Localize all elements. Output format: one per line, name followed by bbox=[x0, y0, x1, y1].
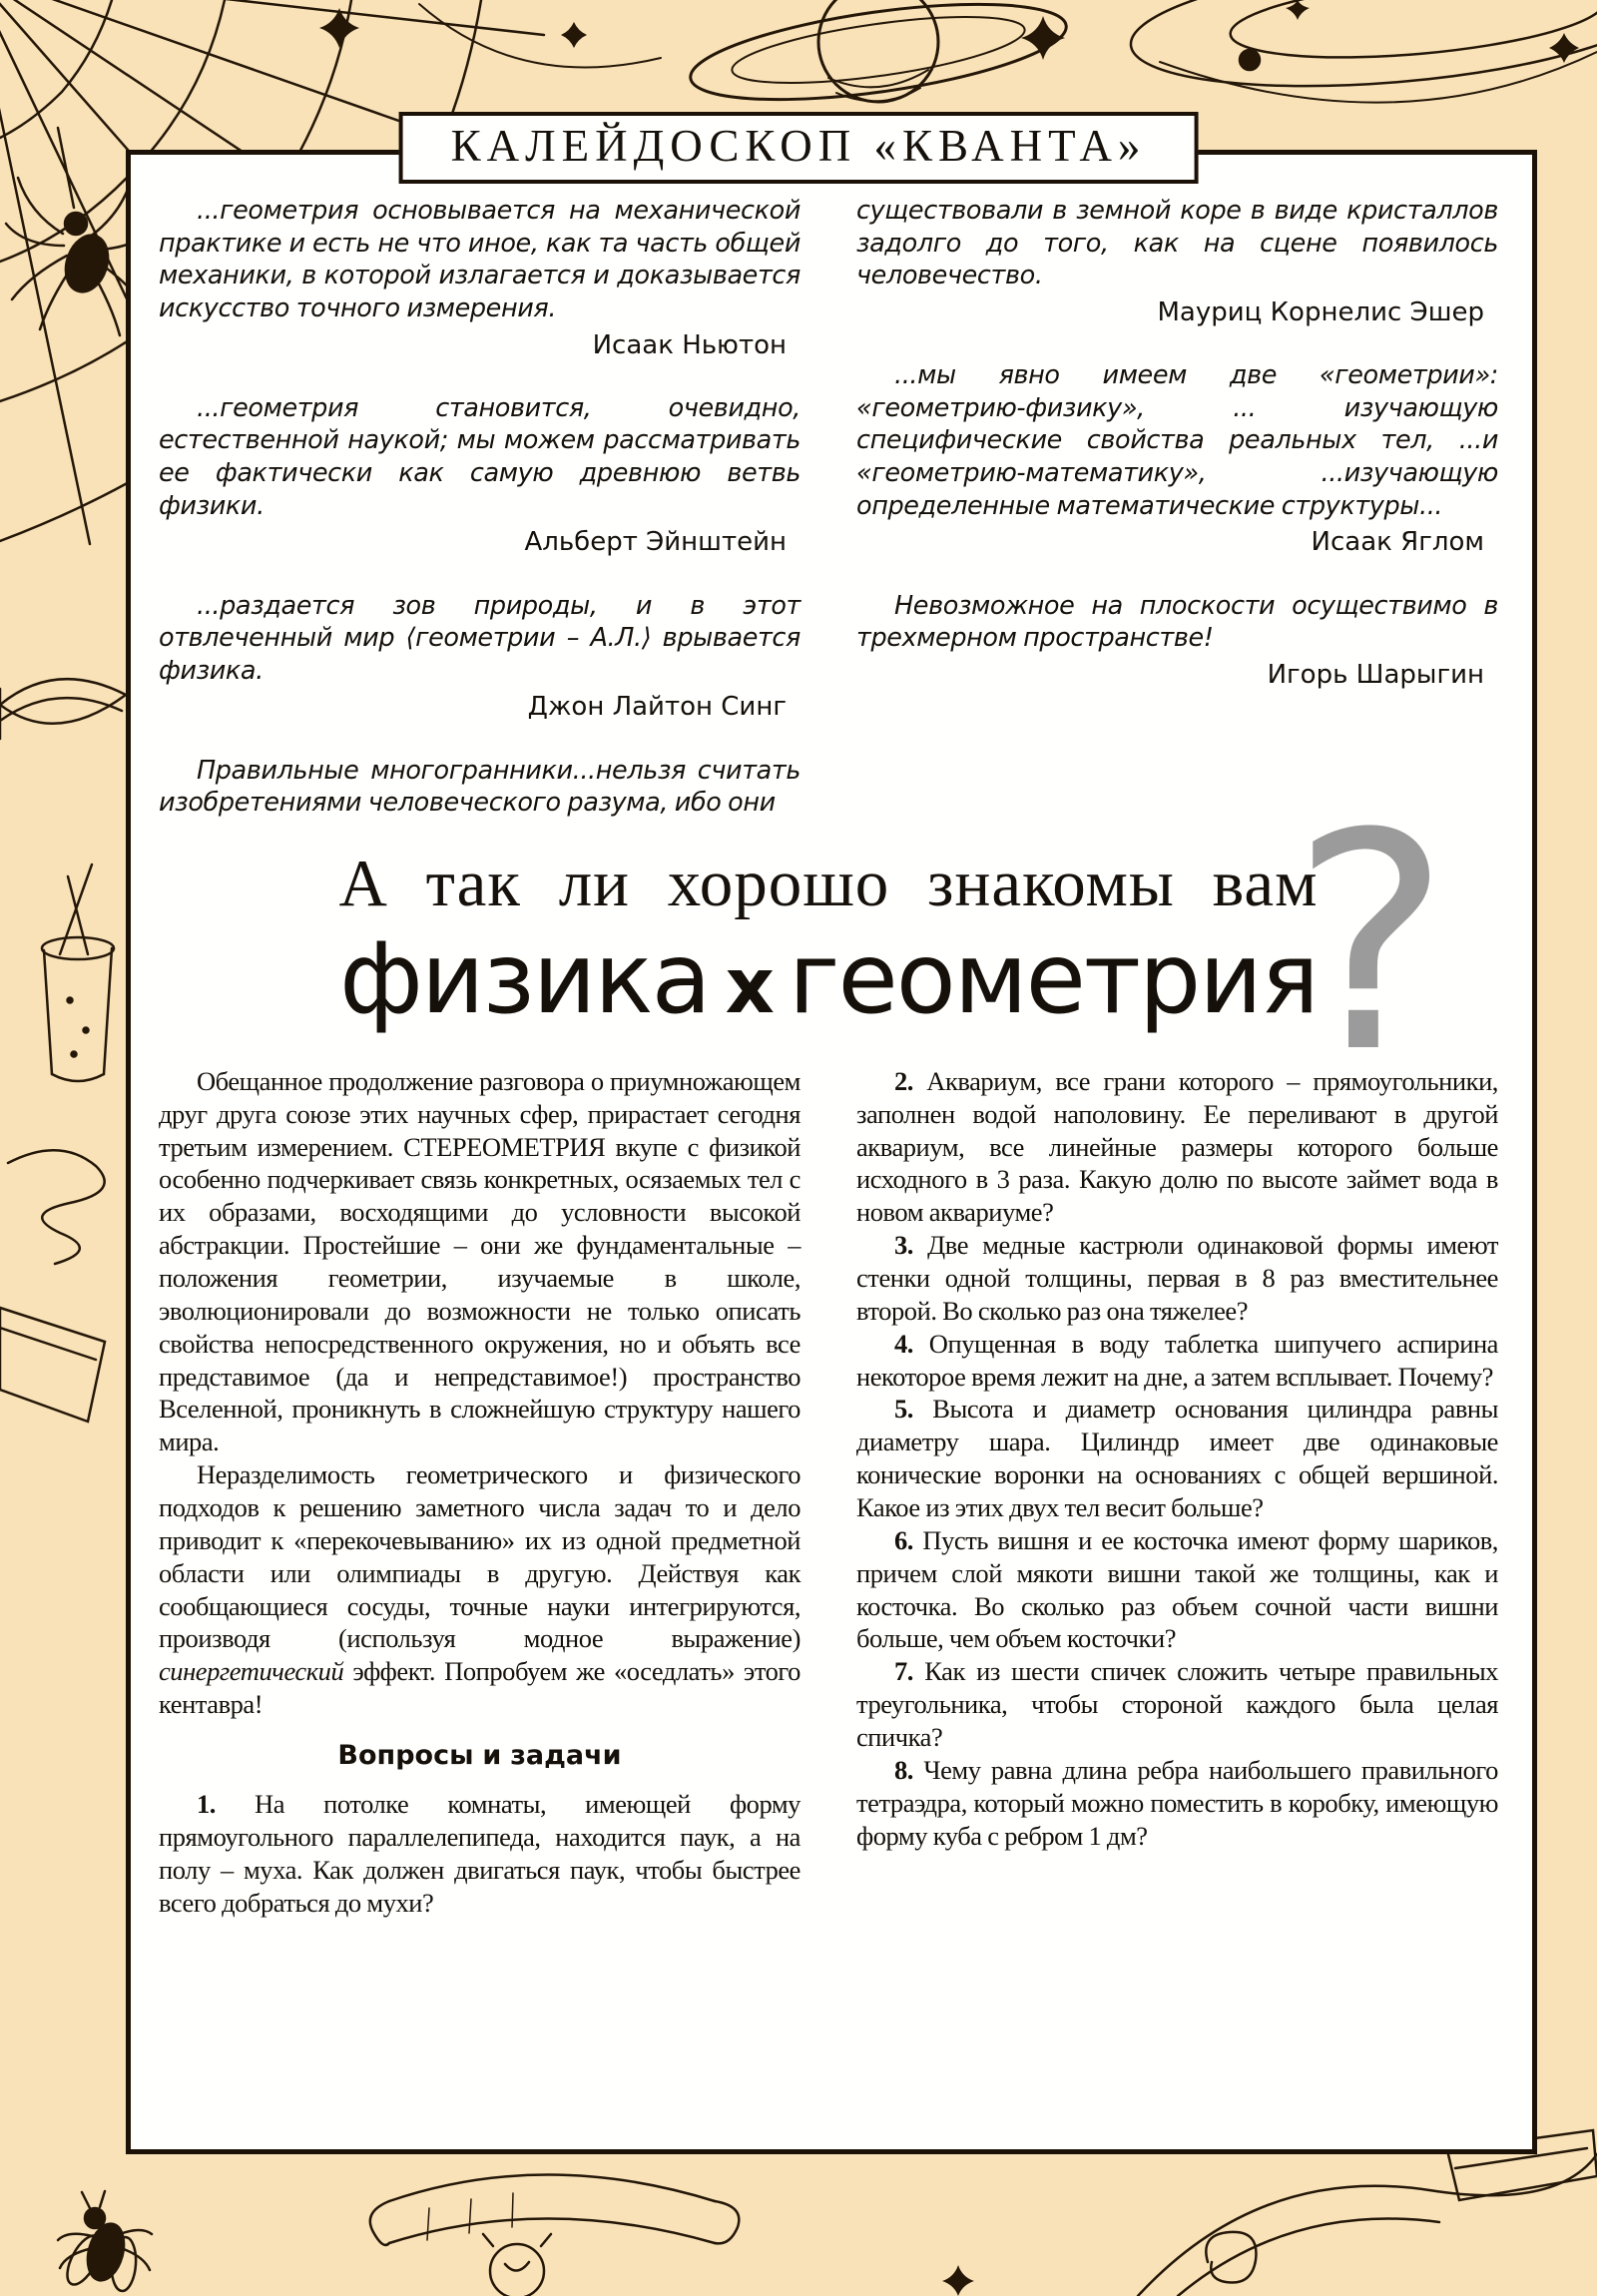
intro-text: Неразделимость геометрического и физического подходов к решению заметного числа задач то и дело приводит к «перекочевыванию» их из одной предметной области или олимпиады в другую. Действуя как сообщающиеся сосуды, точные науки интегрируются, производя (используя модное выражение) bbox=[159, 1459, 800, 1654]
body-right-column bbox=[856, 1065, 1498, 1920]
epigraph-quotes bbox=[159, 195, 1498, 820]
quote-text: ...геометрия основывается на механической практике и есть не что иное, как та часть общей механики, в которой излагается и доказывается искусство точного измерения. bbox=[159, 196, 800, 323]
quote-text: ...раздается зов природы, и в этот отвлеченный мир ⟨геометрии – А.Л.⟩ врывается физика. bbox=[159, 590, 800, 686]
quote-author: Исаак Яглом bbox=[1311, 527, 1484, 558]
title-line-2 bbox=[159, 921, 1498, 1036]
quote-text: ...геометрия становится, очевидно, естественной наукой; мы можем рассматривать ее фактически как самую древнюю ветвь физики. bbox=[159, 392, 800, 521]
intro-italic-word: синергетический bbox=[159, 1656, 344, 1687]
fly-illustration bbox=[58, 2191, 152, 2292]
quote-author: Джон Лайтон Синг bbox=[527, 692, 787, 723]
problem-text: Опущенная в воду таблетка шипучего аспирина некоторое время лежит на дне, а затем всплывает. Почему? bbox=[856, 1328, 1498, 1392]
article-box bbox=[126, 150, 1537, 2154]
masthead-title: КАЛЕЙДОСКОП «КВАНТА» bbox=[450, 121, 1147, 171]
problem-number: 5. bbox=[894, 1394, 913, 1425]
quote-author: Альберт Эйнштейн bbox=[524, 527, 787, 558]
body-left-column bbox=[159, 1065, 800, 1920]
quote-text: Невозможное на плоскости осуществимо в трехмерном пространстве! bbox=[856, 590, 1498, 654]
scroll-book-illustration bbox=[1138, 2130, 1597, 2296]
title-word-physics: физика bbox=[339, 921, 710, 1036]
big-question-mark: ? bbox=[1291, 769, 1450, 1118]
quote-text: ...мы явно имеем две «геометрии»: «геометрию-физику», ... изучающую специфические свойства реальных тел, ...и «геометрию-математику», ...изучающую определенные математические структуры... bbox=[856, 360, 1498, 521]
lightbulb-illustration bbox=[483, 2234, 551, 2296]
book-illustration bbox=[0, 1308, 105, 1422]
problem-item bbox=[159, 1788, 800, 1919]
quote-author: Игорь Шарыгин bbox=[1267, 659, 1484, 690]
quote-text: Правильные многогранники...нельзя считать изобретениями человеческого разума, ибо они bbox=[159, 755, 800, 819]
problem-text: Чему равна длина ребра наибольшего правильного тетраэдра, который можно поместить в коробку, имеющую форму куба с ребром 1 дм? bbox=[856, 1754, 1498, 1851]
quotes-left-column bbox=[159, 195, 800, 820]
problem-item bbox=[856, 1328, 1498, 1394]
orbit-swirl-illustration bbox=[1126, 0, 1597, 105]
quote-author: Исаак Ньютон bbox=[592, 329, 787, 360]
problem-number: 2. bbox=[894, 1065, 913, 1096]
problem-text: Аквариум, все грани которого – прямоугольники, заполнен водой наполовину. Ее переливают в другой аквариум, все линейные размеры которого больше исходного в 3 раза. Какую долю по высоте займет вода в новом аквариуме? bbox=[856, 1065, 1498, 1228]
intro-paragraph bbox=[159, 1458, 800, 1721]
problem-number: 4. bbox=[894, 1328, 913, 1359]
scroll-illustration bbox=[370, 2175, 740, 2245]
multiplication-sign: х bbox=[725, 941, 773, 1031]
quote-author: Мауриц Корнелис Эшер bbox=[1157, 296, 1484, 327]
article-body bbox=[159, 1065, 1498, 1920]
quotes-right-column bbox=[856, 195, 1498, 820]
problem-number: 6. bbox=[894, 1524, 913, 1555]
problem-number: 7. bbox=[894, 1656, 913, 1687]
section-heading: Вопросы и задачи bbox=[337, 1740, 622, 1771]
masthead bbox=[399, 112, 1199, 184]
problem-item bbox=[856, 1655, 1498, 1754]
title-line-1: А так ли хорошо знакомы вам bbox=[338, 846, 1319, 920]
title-word-geometry: геометрия bbox=[788, 921, 1318, 1036]
problem-text: На потолке комнаты, имеющей форму прямоугольного параллелепипеда, находится паук, а на полу – муха. Как должен двигаться паук, чтобы быстрее всего добраться до мухи? bbox=[159, 1789, 800, 1919]
problem-number: 3. bbox=[894, 1230, 913, 1261]
problem-text: Высота и диаметр основания цилиндра равны диаметру шара. Цилиндр имеет две одинаковые конические воронки на основаниях с общей вершиной. Какое из этих двух тел весит больше? bbox=[856, 1394, 1498, 1522]
intro-paragraph: Обещанное продолжение разговора о приумножающем друг друга союзе этих научных сфер, прирастает сегодня третьим измерением. СТЕРЕОМЕТРИЯ вкупе с физикой особенно подчеркивает связь конкретных, осязаемых тел с их образами, восходящими до условности высокой абстракции. Простейшие – они же фундаментальные – положения геометрии, изучаемые в школе, эволюционировали до возможности не только описать свойства непосредственного окружения, но и объять все представимое (да и непредставимое!) пространство Вселенной, проникнуть в сложнейшую структуру нашего мира. bbox=[159, 1065, 800, 1457]
quote-text: существовали в земной коре в виде кристаллов задолго до того, как на сцене появилось человечество. bbox=[856, 196, 1498, 291]
open-book-illustration bbox=[0, 679, 126, 739]
saturn-illustration bbox=[685, 0, 1071, 118]
problem-text: Пусть вишня и ее косточка имеют форму шариков, причем слой мякоти вишни такой же толщины, как и косточка. Во сколько раз объем сочной части вишни больше, чем объем косточки? bbox=[856, 1524, 1498, 1654]
problem-item bbox=[856, 1524, 1498, 1655]
problem-text: Как из шести спичек сложить четыре правильных треугольника, чтобы стороной каждого была целая спичка? bbox=[856, 1656, 1498, 1752]
problem-number: 8. bbox=[894, 1754, 913, 1785]
problem-item bbox=[856, 1754, 1498, 1853]
problem-number: 1. bbox=[197, 1789, 216, 1820]
problem-item bbox=[856, 1229, 1498, 1328]
glass-with-pencils-illustration bbox=[42, 864, 114, 1081]
intro-text: эффект. Попробуем же «оседлать» этого кентавра! bbox=[159, 1656, 800, 1720]
problem-item bbox=[856, 1393, 1498, 1523]
problem-text: Две медные кастрюли одинаковой формы имеют стенки одной толщины, первая в 8 раз вместительнее второй. Во сколько раз она тяжелее? bbox=[856, 1230, 1498, 1326]
scribble-illustration bbox=[8, 1150, 105, 1264]
